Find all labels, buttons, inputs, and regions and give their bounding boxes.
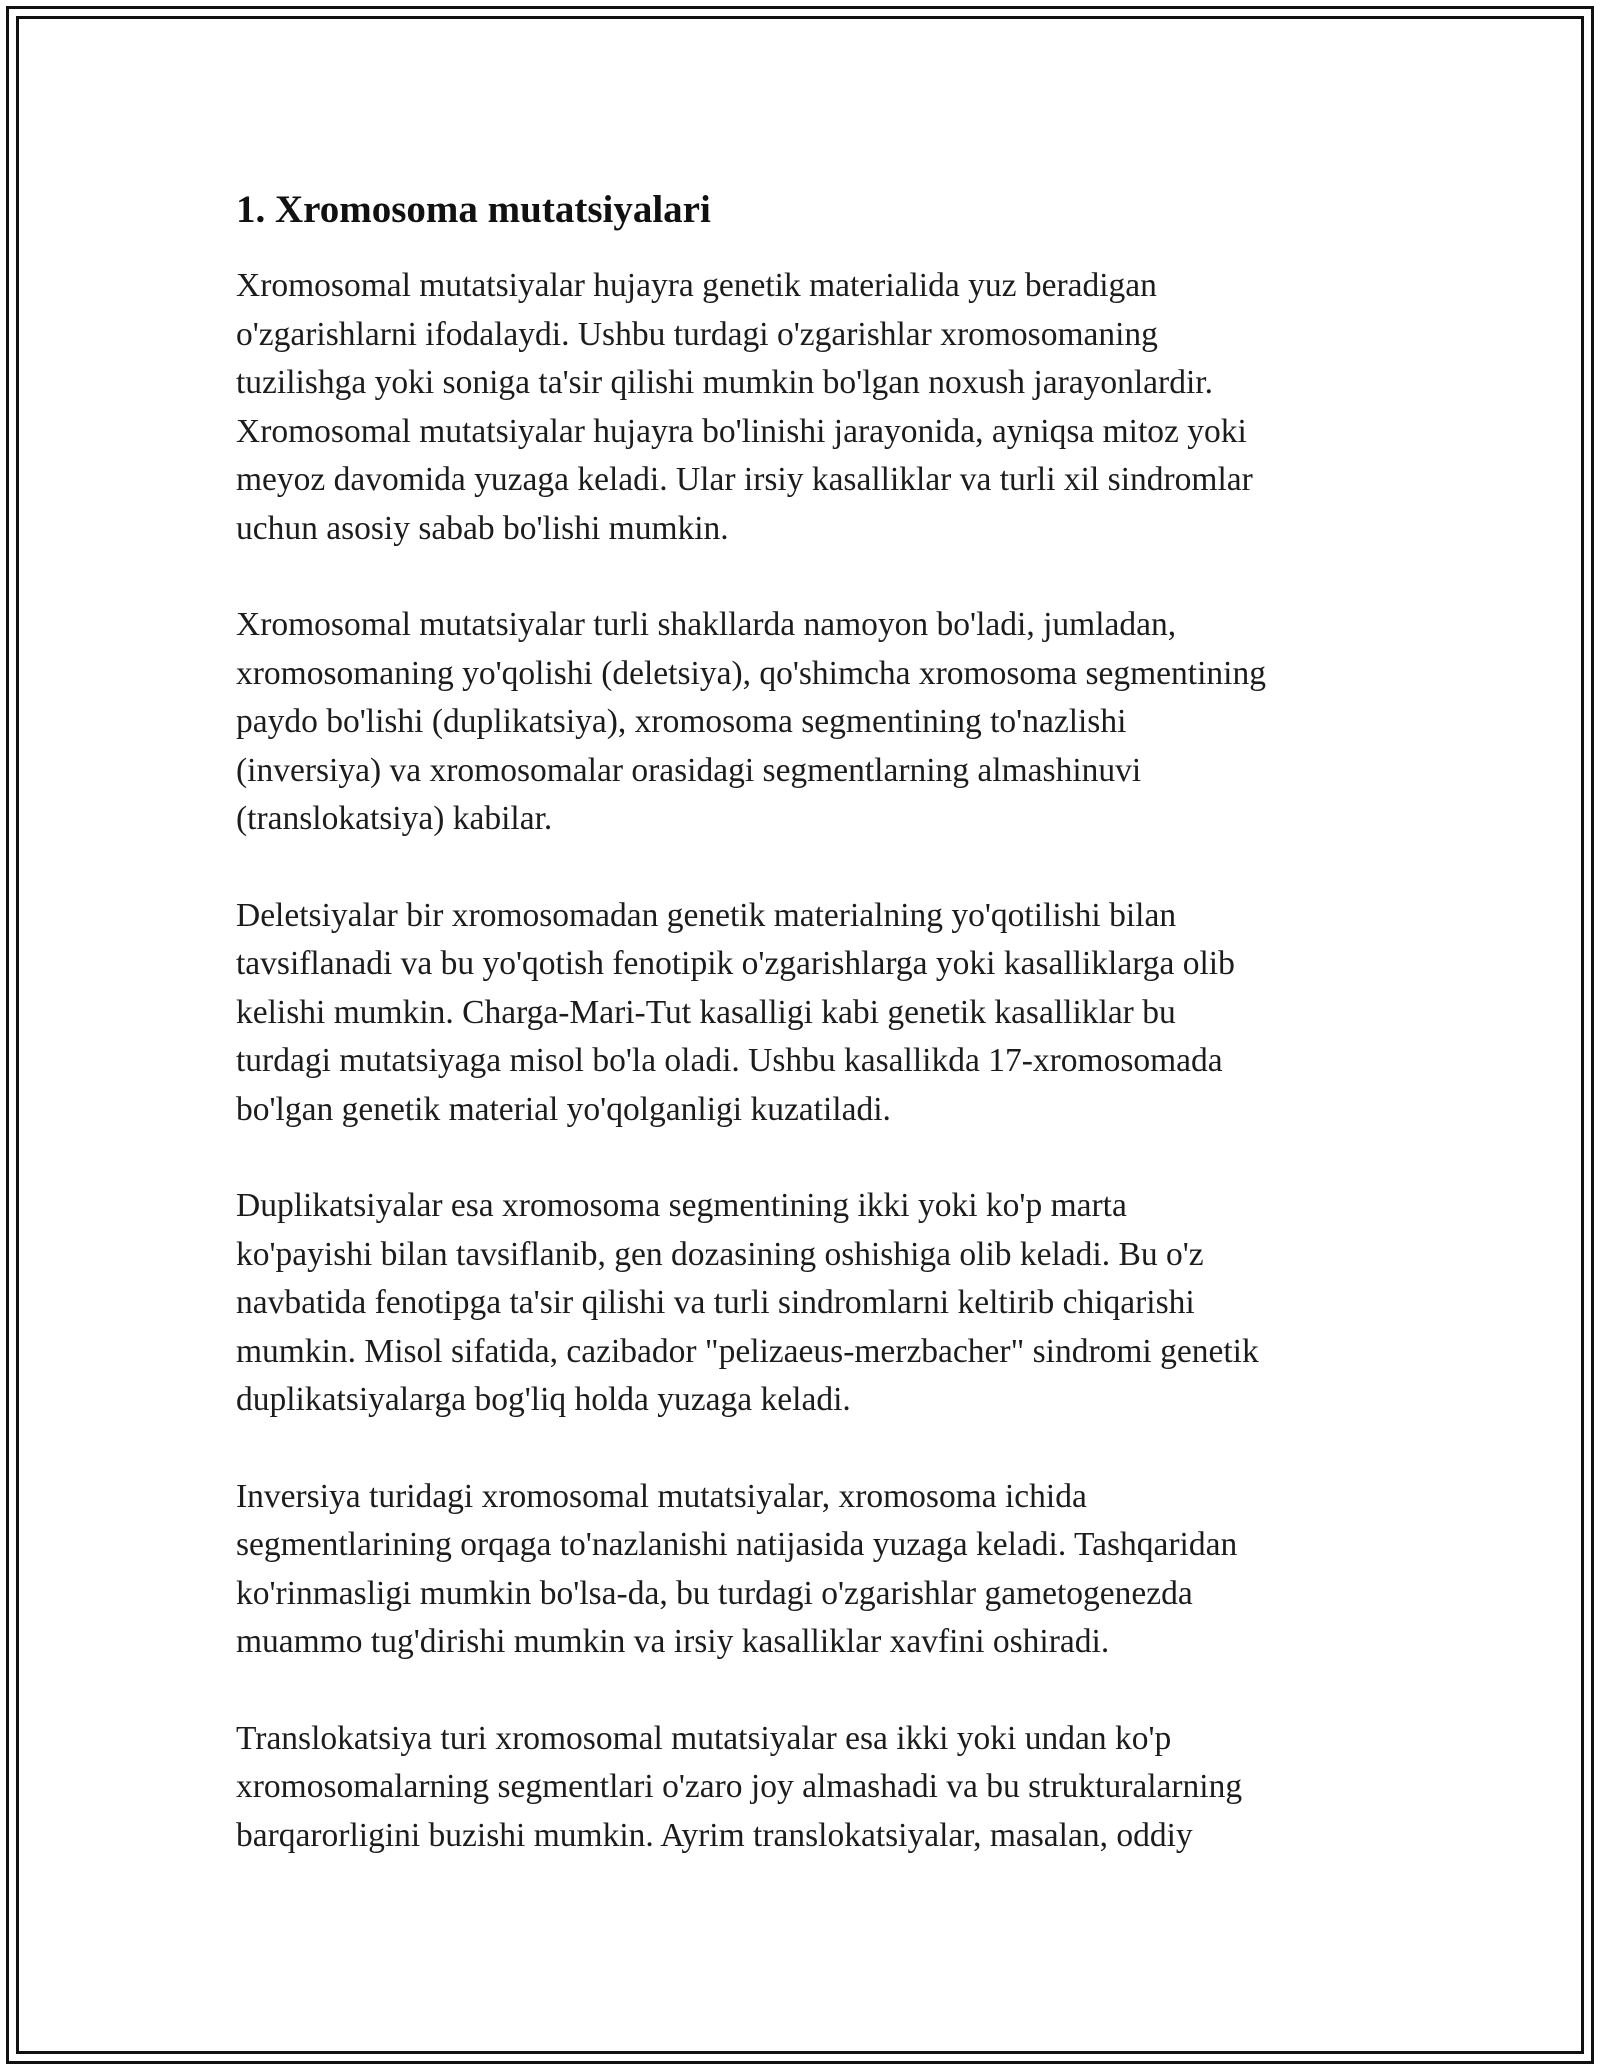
text-line: Duplikatsiyalar esa xromosoma segmentining ikki yoki ko'p marta (236, 1187, 1127, 1224)
text-line: xromosomalarning segmentlari o'zaro joy almashadi va bu strukturalarning (236, 1768, 1243, 1805)
text-line: kelishi mumkin. Charga-Mari-Tut kasalligi kabi genetik kasalliklar bu (236, 993, 1176, 1031)
text-line: uchun asosiy sabab bo'lishi mumkin. (236, 509, 729, 547)
text-line: barqarorligini buzishi mumkin. Ayrim translokatsiyalar, masalan, oddiy (236, 1816, 1193, 1854)
section-heading: 1. Xromosoma mutatsiyalari (236, 188, 711, 231)
text-line: muammo tug'dirishi mumkin va irsiy kasalliklar xavfini oshiradi. (236, 1623, 1110, 1660)
text-line: o'zgarishlarni ifodalaydi. Ushbu turdagi o'zgarishlar xromosomaning (236, 315, 1158, 353)
text-line: Deletsiyalar bir xromosomadan genetik materialning yo'qotilishi bilan (236, 896, 1177, 934)
text-line: Xromosomal mutatsiyalar hujayra bo'linishi jarayonida, ayniqsa mitoz yoki (236, 412, 1247, 450)
text-line: meyoz davomida yuzaga keladi. Ular irsiy kasalliklar va turli xil sindromlar (236, 461, 1253, 498)
text-line: navbatida fenotipga ta'sir qilishi va turli sindromlarni keltirib chiqarishi (236, 1284, 1195, 1321)
text-line: Inversiya turidagi xromosomal mutatsiyalar, xromosoma ichida (236, 1477, 1087, 1515)
paragraph-duplications (236, 1182, 1386, 1425)
text-line: paydo bo'lishi (duplikatsiya), xromosoma segmentining to'nazlishi (236, 703, 1127, 740)
document-body (236, 186, 1386, 1908)
text-line: mumkin. Misol sifatida, cazibador "pelizaeus-merzbacher" sindromi genetik (236, 1332, 1259, 1370)
text-line: turdagi mutatsiyaga misol bo'la oladi. Ushbu kasallikda 17-xromosomada (236, 1042, 1223, 1079)
text-line: bo'lgan genetik material yo'qolganligi kuzatiladi. (236, 1090, 891, 1128)
text-line: Translokatsiya turi xromosomal mutatsiyalar esa ikki yoki undan ko'p (236, 1719, 1172, 1757)
paragraph-forms (236, 601, 1386, 844)
paragraph-translocations (236, 1715, 1386, 1861)
text-line: ko'rinmasligi mumkin bo'lsa-da, bu turdagi o'zgarishlar gametogenezda (236, 1574, 1193, 1612)
text-line: segmentlarining orqaga to'nazlanishi natijasida yuzaga keladi. Tashqaridan (236, 1526, 1238, 1563)
paragraph-deletions (236, 892, 1386, 1135)
text-line: Xromosomal mutatsiyalar turli shakllarda namoyon bo'ladi, jumladan, (236, 606, 1177, 643)
paragraph-intro (236, 262, 1386, 553)
paragraph-inversions (236, 1473, 1386, 1667)
text-line: (inversiya) va xromosomalar orasidagi segmentlarning almashinuvi (236, 751, 1142, 789)
text-line: tavsiflanadi va bu yo'qotish fenotipik o'zgarishlarga yoki kasalliklarga olib (236, 945, 1235, 982)
text-line: xromosomaning yo'qolishi (deletsiya), qo'shimcha xromosoma segmentining (236, 654, 1266, 692)
text-line: ko'payishi bilan tavsiflanib, gen dozasining oshishiga olib keladi. Bu o'z (236, 1235, 1204, 1273)
text-line: tuzilishga yoki soniga ta'sir qilishi mumkin bo'lgan noxush jarayonlardir. (236, 364, 1213, 401)
text-line: duplikatsiyalarga bog'liq holda yuzaga keladi. (236, 1381, 851, 1418)
text-line: (translokatsiya) kabilar. (236, 800, 553, 837)
text-line: Xromosomal mutatsiyalar hujayra genetik materialida yuz beradigan (236, 267, 1157, 304)
